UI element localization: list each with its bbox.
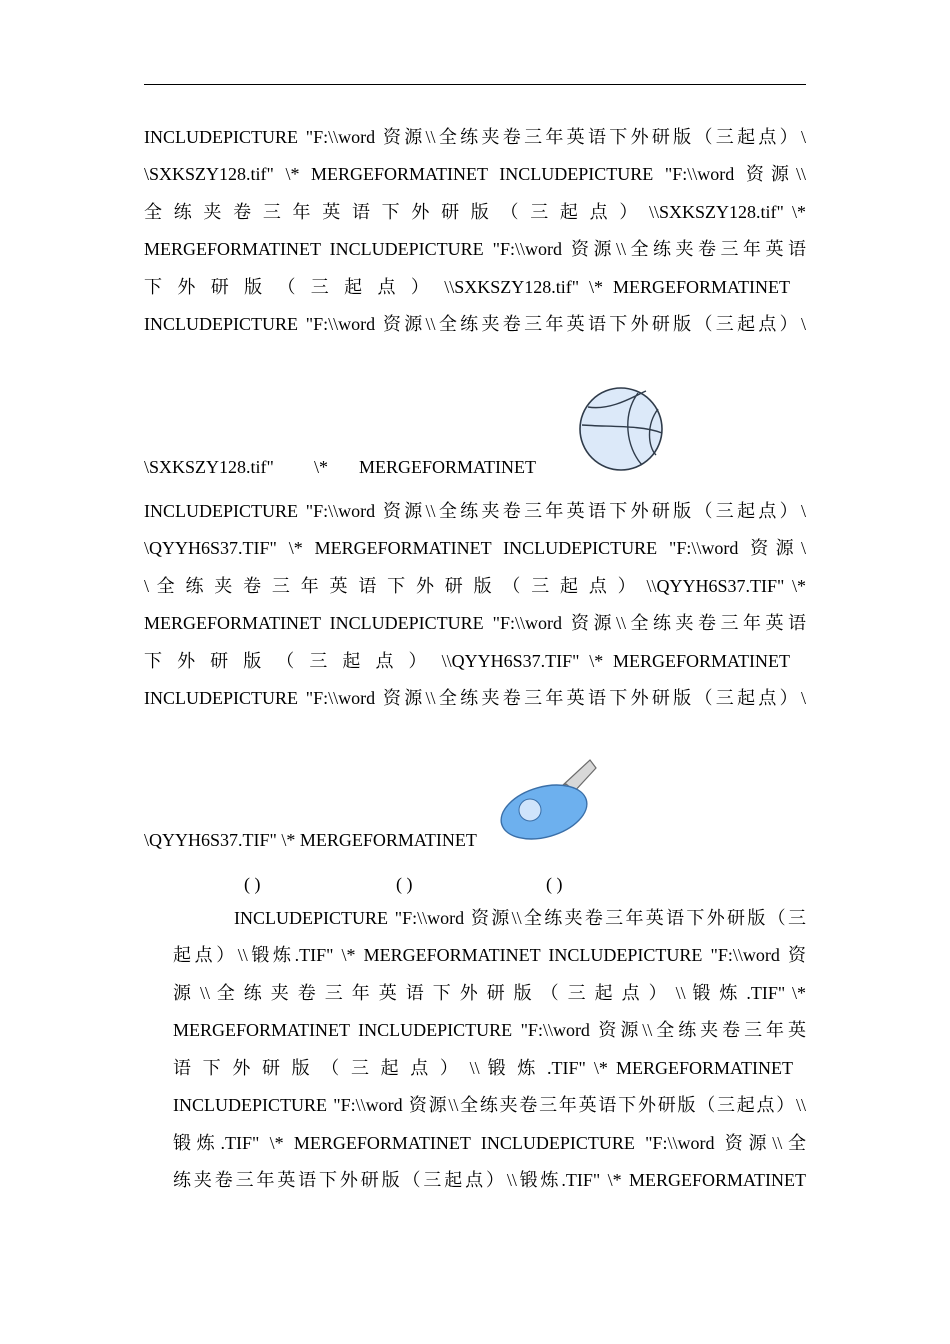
text-line: 起点）\\锻炼.TIF" \* MERGEFORMATINET INCLUDEPICTURE "F:\\word 资 (173, 945, 806, 965)
text-line: \SXKSZY128.tif" \* MERGEFORMATINET INCLUDEPICTURE "F:\\word 资源\\ (144, 164, 806, 184)
text-line: MERGEFORMATINET INCLUDEPICTURE "F:\\word 资源\\全练夹卷三年英语 (144, 239, 806, 259)
ping-pong-paddle-picture (500, 756, 600, 844)
text-line: MERGEFORMATINET INCLUDEPICTURE "F:\\word 资源\\全练夹卷三年英语 (144, 613, 806, 633)
text-line: MERGEFORMATINET (359, 457, 537, 477)
text-line: 下 外 研 版 （ 三 起 点 ） \\QYYH6S37.TIF" \* MERGEFORMATINET (144, 651, 790, 671)
text-line: MERGEFORMATINET INCLUDEPICTURE "F:\\word 资源\\全练夹卷三年英 (173, 1020, 806, 1040)
text-line: 语 下 外 研 版 （ 三 起 点 ） \\ 锻 炼 .TIF" \* MERGEFORMATINET (173, 1058, 793, 1078)
text-line: \SXKSZY128.tif" (144, 457, 274, 477)
text-line: 下 外 研 版 （ 三 起 点 ） \\SXKSZY128.tif" \* MERGEFORMATINET (144, 277, 790, 297)
text-line: 练夹卷三年英语下外研版（三起点）\\锻炼.TIF" \* MERGEFORMATINET (173, 1170, 806, 1190)
text-line: \QYYH6S37.TIF" \* MERGEFORMATINET INCLUDEPICTURE "F:\\word 资源\ (144, 538, 806, 558)
text-line: \* (314, 457, 329, 477)
answer-bracket: ( ) (244, 874, 261, 894)
basketball-picture (578, 385, 666, 473)
text-line: INCLUDEPICTURE "F:\\word 资源\\全练夹卷三年英语下外研版（三起点）\\ (173, 1095, 806, 1115)
text-line: INCLUDEPICTURE "F:\\word 资源\\全练夹卷三年英语下外研版（三起点）\ (144, 501, 806, 521)
text-line: INCLUDEPICTURE "F:\\word 资源\\全练夹卷三年英语下外研版（三 (234, 908, 806, 928)
answer-bracket: ( ) (546, 874, 563, 894)
text-line: \QYYH6S37.TIF" \* MERGEFORMATINET (144, 830, 477, 850)
text-line: \ 全 练 夹 卷 三 年 英 语 下 外 研 版 （ 三 起 点 ） \\QYYH6S37.TIF" \* (144, 576, 806, 596)
text-line: INCLUDEPICTURE "F:\\word 资源\\全练夹卷三年英语下外研版（三起点）\ (144, 688, 806, 708)
text-line: 源 \\ 全 练 夹 卷 三 年 英 语 下 外 研 版 （ 三 起 点 ） \\ 锻 炼 .TIF" \* (173, 983, 806, 1003)
answer-bracket: ( ) (396, 874, 413, 894)
text-line: 全 练 夹 卷 三 年 英 语 下 外 研 版 （ 三 起 点 ） \\SXKSZY128.tif" \* (144, 202, 806, 222)
text-line: INCLUDEPICTURE "F:\\word 资源\\全练夹卷三年英语下外研版（三起点）\ (144, 314, 806, 334)
header-rule (144, 84, 806, 85)
text-line: INCLUDEPICTURE "F:\\word 资源\\全练夹卷三年英语下外研版（三起点）\ (144, 127, 806, 147)
text-line: 锻炼.TIF" \* MERGEFORMATINET INCLUDEPICTURE "F:\\word 资源\\全 (173, 1133, 806, 1153)
